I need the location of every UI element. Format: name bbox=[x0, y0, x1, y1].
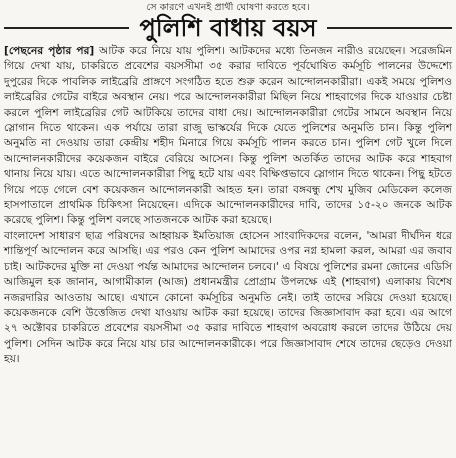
paragraph-1-text: আটক করে নিয়ে যায় পুলিশ। আটকদের মধ্যে তিনজন নারীও রয়েছেন। সরেজমিন গিয়ে দেখা যায়, চাকরিতে প্রবেশের বয়সসীমা ৩৫ করার দাবিতে পূর্বঘোষিত কর্মসূচি পালনের উদ্দেশ্যে দুপুরের দিকে পাবলিক লাইব্রেরি প্রাঙ্গণে সংগঠিত হতে শুরু করেন আন্দোলনকারীরা। একই সময়ে পুলিশও লাইব্রেরির গেটের বাইরে অবস্থান নেয়। পরে আন্দোলনকারীরা মিছিল নিয়ে শাহবাগের দিকে যাওয়ার চেষ্টা করলে পুলিশ লাইব্রেরির গেট আটকিয়ে তাদের বাধা দেয়। আন্দোলনকারীরা গেটের সামনে অবস্থান নিয়ে স্লোগান দিতে থাকেন। এক পর্যায়ে তারা রাজু ভাস্কর্যের দিকে যেতে পুলিশের অনুমতি চান। কিন্তু পুলিশ অনুমতি না দেওয়ায় তারা কেন্দ্রীয় শহীদ মিনারে গিয়ে কর্মসূচি পালন করতে চান। পুলিশ গেট খুলে দিলে আন্দোলনকারীদের কয়েকজন বাইরে বেরিয়ে আসেন। কিন্তু পুলিশ অতর্কিত তাদের আটক করে শাহবাগ থানায় নিয়ে যায়। এতে আন্দোলনকারীরা পিছু হটে যায় এবং বিক্ষিপ্তভাবে স্লোগান দিতে থাকেন। পিছু হটতে গিয়ে পড়ে গেলে বেশ কয়েকজন আন্দোলনকারী আহত হন। তারা বঙ্গবন্ধু শেখ মুজিব মেডিকেল কলেজ হাসপাতালে প্রাথমিক চিকিৎসা নিয়েছেন। এদিকে আন্দোলনকারীদের দাবি, তাদের ১৫-২০ জনকে আটক করেছে পুলিশ। কিন্তু পুলিশ বলছে সাতজনকে আটক করা হয়েছে। bbox=[4, 45, 452, 227]
article-body bbox=[4, 44, 452, 368]
continuation-label: [পেছনের পৃষ্ঠার পর] bbox=[4, 45, 95, 57]
article-paragraph-2: বাংলাদেশ সাধারণ ছাত্র পরিষদের আহ্বায়ক ইমতিয়াজ হোসেন সাংবাদিকদের বলেন, 'আমরা দীর্ঘদিন ধরে শান্তিপূর্ণ আন্দোলন করে আসছি। এর পরও কেন পুলিশ আমাদের ওপর নগ্ন হামলা করল, আমরা এর জবাব চাই। আটকদের মুক্তি না দেওয়া পর্যন্ত আমাদের আন্দোলন চলবে।' এ বিষয়ে পুলিশের রমনা জোনের এডিসি আজিমুল হক জানান, আগামীকাল (আজ) প্রধানমন্ত্রীর প্রোগ্রাম উপলক্ষে এই (শাহবাগ) এলাকায় বিশেষ নজরদারির আওতায় আছে। এখানে কোনো কর্মসূচির অনুমতি নেই। তাই তাদের সরিয়ে দেওয়া হয়েছে। কয়েকজনকে বেশি উত্তেজিত দেখা যাওয়ায় আটক করা হয়েছে। তাদের জিজ্ঞাসাবাদ করা হবে। এর আগে ২৭ অক্টোবর চাকরিতে প্রবেশের বয়সসীমা ৩৫ করার দাবিতে শাহবাগ অবরোধ করলে তাদের উঠিয়ে দেয় পুলিশ। সেদিন আটক করে নিয়ে যায় চার আন্দোলনকারীকে। পরে জিজ্ঞাসাবাদ শেষে তাদের ছেড়েও দেওয়া হয়। bbox=[4, 229, 452, 366]
article-paragraph-1 bbox=[4, 44, 452, 229]
headline-bar bbox=[4, 14, 452, 42]
headline-rule-right bbox=[327, 27, 452, 29]
headline: পুলিশি বাধায় বয়স bbox=[139, 14, 317, 42]
previous-article-tail: সে কারণে এখনই প্রার্থী ঘোষণা করতে হবে। bbox=[146, 2, 310, 13]
headline-rule-left bbox=[4, 27, 129, 29]
newspaper-page bbox=[4, 2, 452, 454]
